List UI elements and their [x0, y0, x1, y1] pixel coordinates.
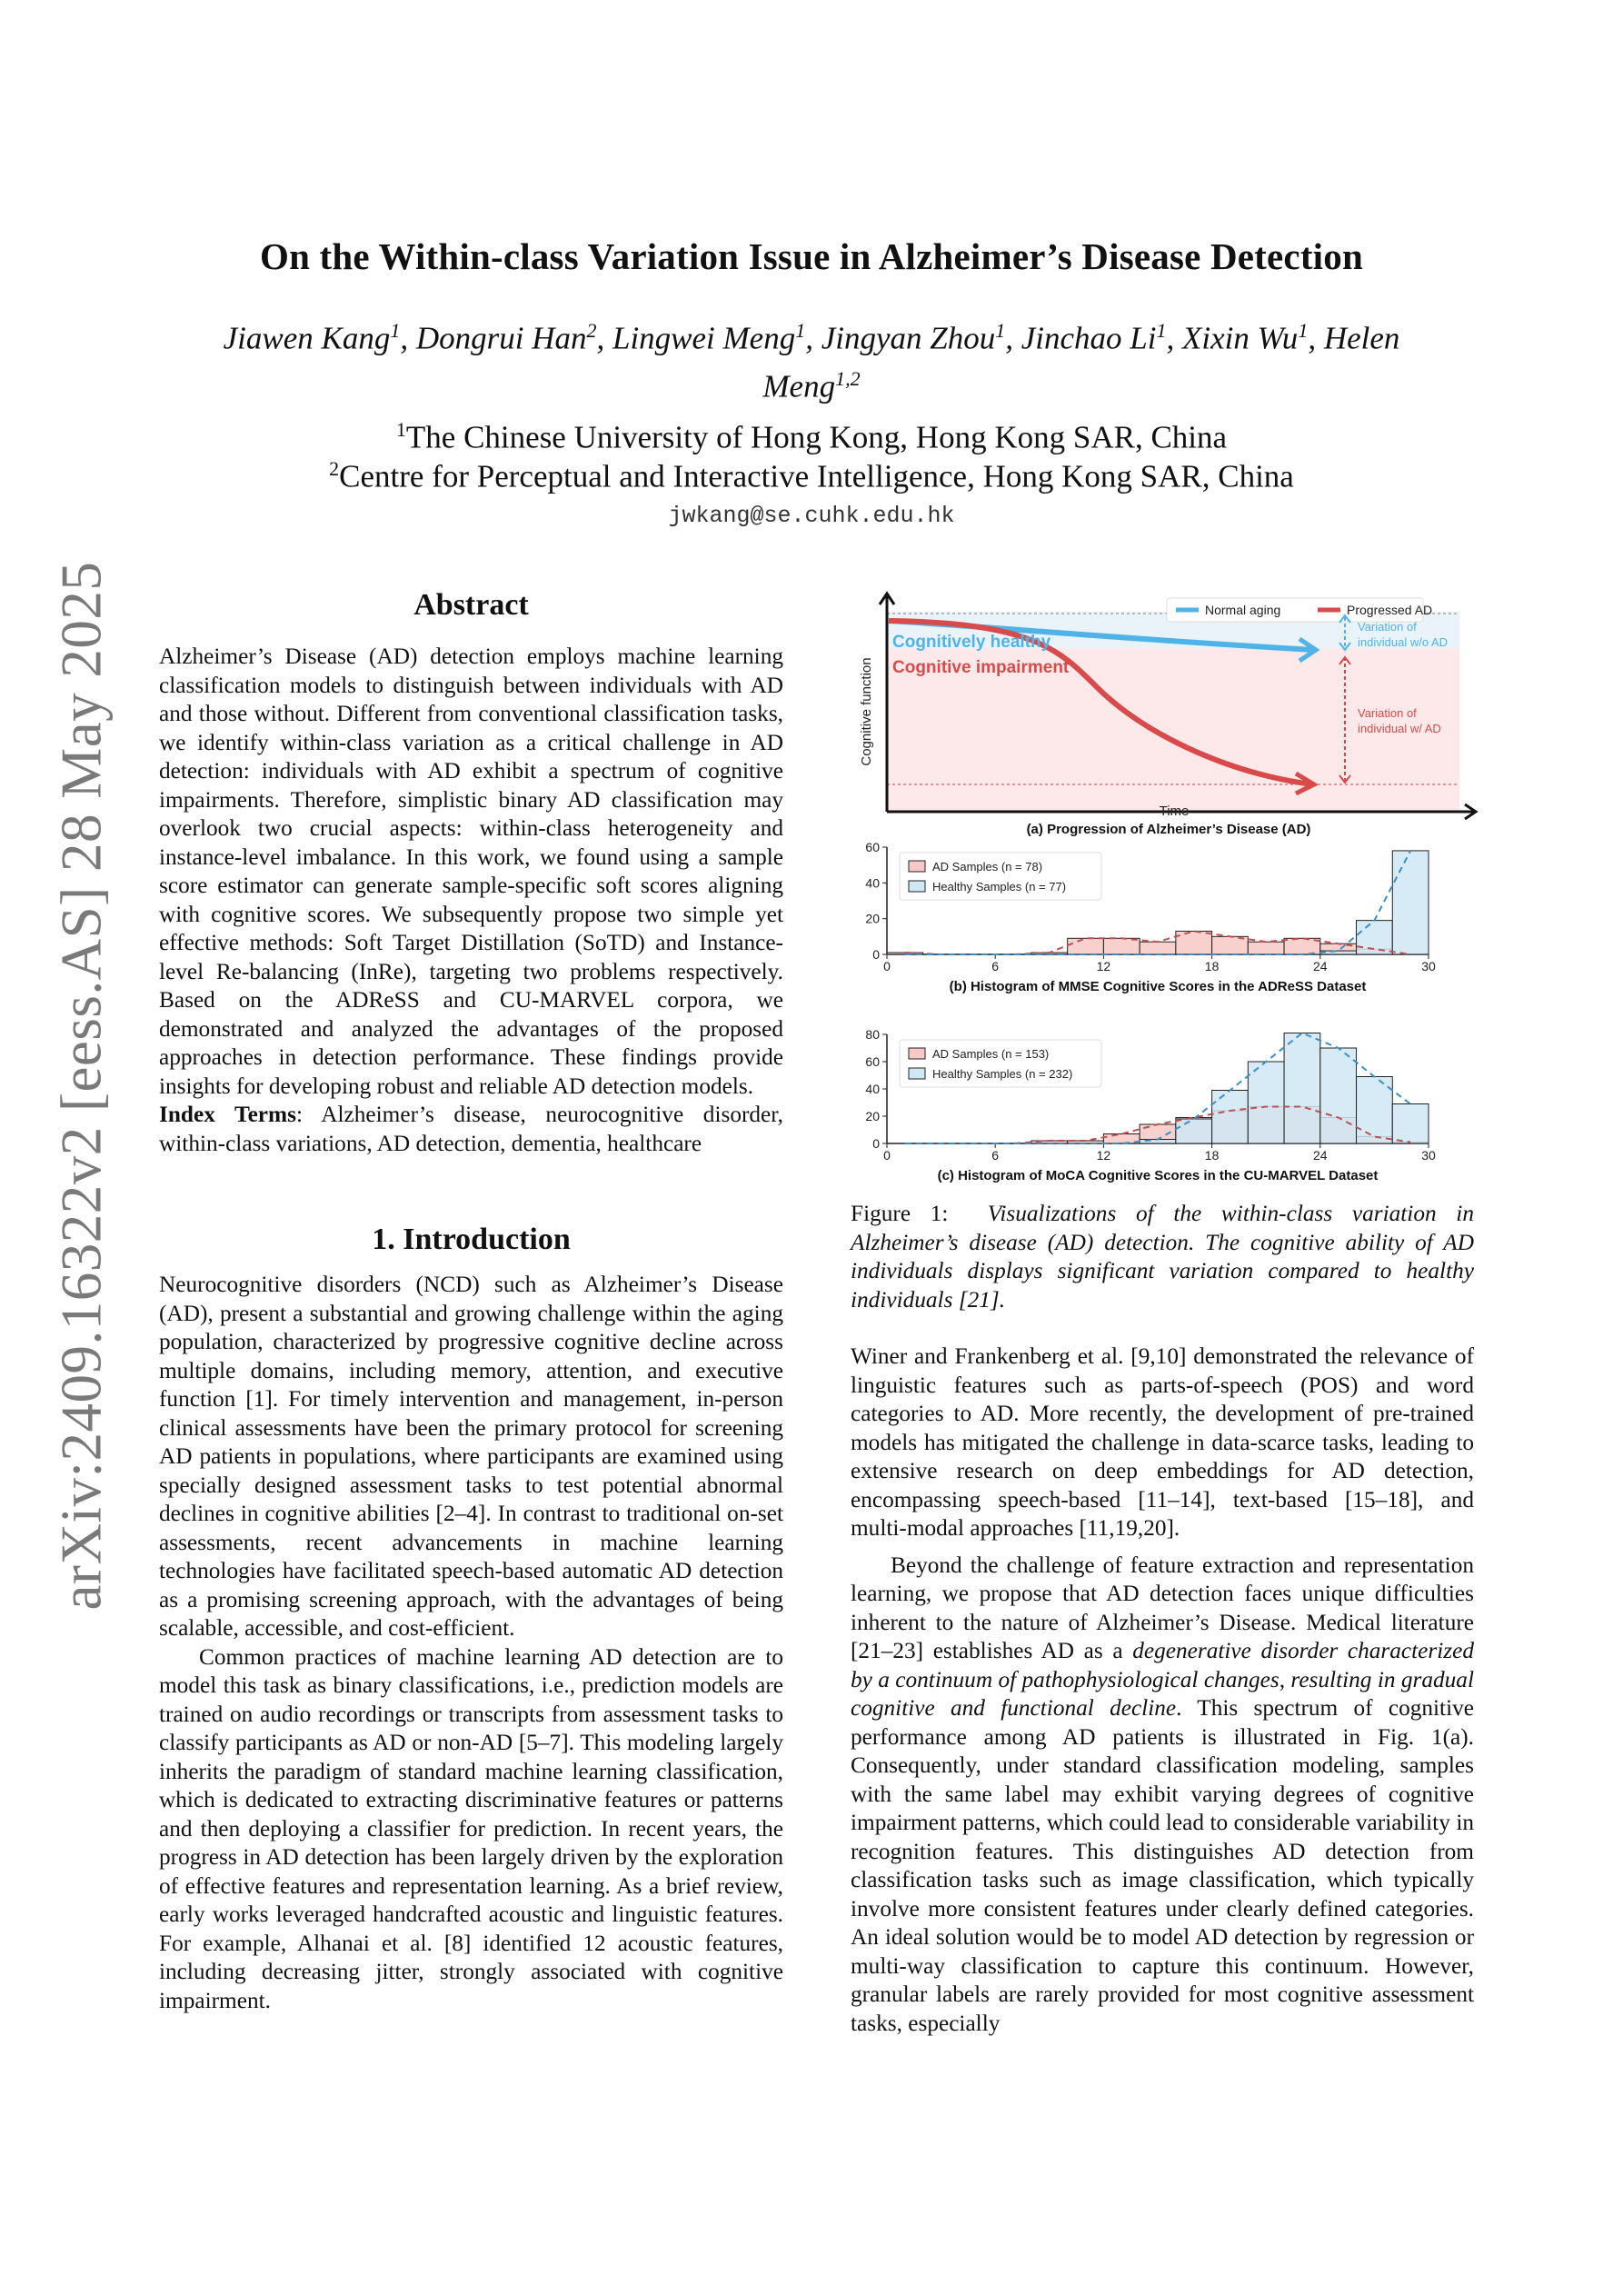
abstract-heading: Abstract	[413, 588, 529, 622]
histogram-bar	[1103, 938, 1140, 954]
legend-swatch	[909, 1068, 925, 1079]
caption-label: Figure 1:	[851, 1201, 949, 1226]
y-tick-label: 40	[865, 1082, 880, 1096]
right-paragraph-1: Winer and Frankenberg et al. [9,10] demonstrated the relevance of linguistic features such as parts-of-speech (POS) and word categories to AD. More recently, the development of pre-trained models has mitigated the challenge in data-scarce tasks, leading to extensive research on deep embeddings for AD detection, encompassing speech-based [11–14], text-based [15–18], and multi-modal approaches [11,19,20].	[851, 1343, 1474, 1541]
x-tick-label: 12	[1096, 959, 1111, 973]
legend-swatch	[909, 861, 925, 872]
histogram-bar	[1176, 1119, 1212, 1143]
x-tick-label: 18	[1204, 959, 1220, 973]
label-cognitively-healthy: Cognitively healthy	[892, 633, 1051, 652]
author-affil-mark: 1,2	[835, 366, 861, 390]
histogram-bar	[1248, 942, 1284, 954]
y-tick-label: 0	[872, 1136, 880, 1151]
arxiv-stamp: arXiv:2409.16322v2 [eess.AS] 28 May 2025	[49, 561, 114, 1611]
x-tick-label: 6	[991, 959, 1000, 973]
author-affil-mark: 1	[1156, 319, 1167, 342]
variation-w-label-2: individual w/ AD	[1358, 722, 1441, 735]
panel-c-histogram	[865, 1027, 1436, 1183]
abstract-body	[159, 643, 783, 1158]
y-tick-label: 60	[865, 1054, 880, 1069]
intro-paragraph-1: Neurocognitive disorders (NCD) such as Alzheimer’s Disease (AD), present a substantial and growing challenge within the aging population, characterized by progressive cognitive decline across multiple domains, including memory, attention, and executive function [1]. For timely intervention and management, in-person clinical assessments have been the primary protocol for screening AD patients in populations, where participants are examined using specially designed assessment tasks to test potential abnormal declines in cognitive abilities [2–4]. In contrast to traditional on-set assessments, recent advancements in machine learning technologies have facilitated speech-based automatic AD detection as a promising screening approach, with the advantages of being scalable, accessible, and cost-efficient.	[159, 1272, 783, 1641]
label-cognitive-impairment: Cognitive impairment	[892, 658, 1070, 677]
intro-heading: 1. Introduction	[372, 1223, 571, 1256]
histogram-bar	[1392, 851, 1429, 954]
right-column-body	[851, 1343, 1474, 2038]
author-name: , Jingyan Zhou	[805, 320, 996, 356]
variation-wo-label-1: Variation of	[1358, 620, 1417, 634]
y-tick-label: 0	[872, 947, 880, 962]
intro-paragraph-2: Common practices of machine learning AD detection are to model this task as binary classifications, i.e., prediction models are trained on audio recordings or transcripts from assessment tasks to classify participants as AD or non-AD [5–7]. This modeling largely inherits the paradigm of standard machine learning classification, which is dedicated to extracting discriminative features or patterns and then deploying a classifier for prediction. In recent years, the progress in AD detection has been largely driven by the exploration of effective features and representation learning. As a brief review, early works leveraged handcrafted acoustic and linguistic features. For example, Alhanai et al. [8] identified 12 acoustic features, including decreasing jitter, strongly associated with cognitive impairment.	[159, 1643, 783, 2013]
panel-a-ylabel: Cognitive function	[859, 657, 874, 766]
legend-progressed-label: Progressed AD	[1347, 603, 1433, 617]
legend-swatch	[909, 1048, 925, 1059]
panel-b-histogram	[865, 840, 1436, 994]
legend-label: Healthy Samples (n = 232)	[932, 1067, 1073, 1081]
affiliation-1: $^1$The Chinese University of Hong Kong, Hong Kong SAR, China	[395, 418, 1228, 455]
variation-w-label-1: Variation of	[1358, 706, 1417, 720]
author-name: , Lingwei Meng	[596, 320, 796, 356]
author-name: , Xixin Wu	[1166, 320, 1299, 356]
y-tick-label: 60	[865, 840, 880, 854]
variation-wo-label-2: individual w/o AD	[1358, 635, 1448, 649]
affiliation-2: $^2$Centre for Perceptual and Interactive Intelligence, Hong Kong SAR, China	[329, 457, 1294, 494]
author-affil-mark: 1	[995, 319, 1006, 342]
panel-a-subtitle: (a) Progression of Alzheimer’s Disease (AD)	[1026, 822, 1311, 837]
caption-text: Visualizations of the within-class variation in Alzheimer’s disease (AD) detection. The cognitive ability of AD individuals displays significant variation compared to healthy individuals [21].	[851, 1201, 1474, 1313]
legend-label: AD Samples (n = 153)	[932, 1047, 1050, 1061]
x-tick-label: 12	[1096, 1148, 1111, 1163]
author-name: Meng	[762, 368, 836, 404]
x-tick-label: 24	[1313, 1148, 1328, 1163]
y-tick-label: 40	[865, 875, 880, 891]
author-line-1	[136, 311, 1487, 359]
author-name: , Jinchao Li	[1005, 320, 1157, 356]
legend-label: AD Samples (n = 78)	[932, 860, 1043, 873]
author-affil-mark: 2	[586, 319, 597, 342]
right-paragraph-2: Beyond the challenge of feature extraction and representation learning, we propose that AD detection faces unique difficulties inherent to the nature of Alzheimer’s Disease. Medical literature [21–23] establishes AD as a degenerative disorder characterized by a continuum of pathophysiological changes, resulting in gradual cognitive and functional decline. This spectrum of cognitive performance among AD patients is illustrated in Fig. 1(a). Consequently, under standard classification modeling, samples with the same label may exhibit varying degrees of cognitive impairment patterns, which could lead to considerable variability in recognition features. This distinguishes AD detection from classification tasks such as image classification, which typically involve more consistent features under clearly defined categories. An ideal solution would be to model AD detection by regression or multi-way classification to capture this continuum. However, granular labels are rarely provided for most cognitive assessment tasks, especially	[851, 1552, 1474, 2036]
histogram-bar	[1068, 938, 1104, 954]
histogram-bar	[1248, 1062, 1284, 1143]
intro-body	[159, 1271, 783, 2015]
x-tick-label: 0	[883, 959, 891, 973]
histogram-title: (b) Histogram of MMSE Cognitive Scores in the ADReSS Dataset	[949, 979, 1367, 994]
y-tick-label: 20	[865, 911, 880, 926]
legend-label: Healthy Samples (n = 77)	[932, 880, 1067, 893]
histogram-bar	[1357, 1077, 1393, 1144]
panel-a-progression	[859, 594, 1476, 837]
paper-title: On the Within-class Variation Issue in Alzheimer’s Disease Detection	[260, 235, 1363, 277]
author-affil-mark: 1	[390, 319, 401, 342]
legend-normal-label: Normal aging	[1205, 603, 1281, 617]
x-tick-label: 24	[1313, 959, 1328, 973]
figure-1	[851, 586, 1487, 1195]
histogram-bar	[1140, 942, 1176, 954]
histogram-bar	[1320, 1048, 1357, 1143]
author-line-2	[136, 359, 1487, 407]
histogram-title: (c) Histogram of MoCA Cognitive Scores in the CU-MARVEL Dataset	[937, 1168, 1379, 1183]
author-affil-mark: 1	[795, 319, 806, 342]
index-terms: Index Terms: Alzheimer’s disease, neurocognitive disorder, within-class variations, AD detection, dementia, healthcare	[159, 1102, 784, 1156]
histogram-bar	[1392, 1104, 1429, 1144]
contact-email: jwkang@se.cuhk.edu.hk	[668, 503, 955, 529]
x-tick-label: 0	[883, 1148, 891, 1163]
author-name: , Dongrui Han	[400, 320, 587, 356]
x-tick-label: 6	[991, 1148, 1000, 1163]
author-name: Jiawen Kang	[223, 320, 391, 356]
histogram-bar	[1212, 1091, 1249, 1144]
y-tick-label: 80	[865, 1027, 880, 1042]
histogram-bar	[1284, 1033, 1320, 1144]
x-tick-label: 30	[1421, 1148, 1436, 1163]
author-list	[136, 311, 1487, 406]
x-tick-label: 18	[1204, 1148, 1220, 1163]
histogram-bar	[1357, 921, 1393, 954]
histogram-bar	[1176, 931, 1212, 954]
abstract-text: Alzheimer’s Disease (AD) detection employs machine learning classification models to distinguish between individuals with AD and those without. Different from conventional classification tasks, we identify within-class variation as a critical challenge in AD detection: individuals with AD exhibit a spectrum of cognitive impairments. Therefore, simplistic binary AD classification may overlook two crucial aspects: within-class heterogeneity and instance-level imbalance. In this work, we found using a sample score estimator can generate sample-specific soft scores aligning with cognitive scores. We subsequently propose two simple yet effective methods: Soft Target Distillation (SoTD) and Instance-level Re-balancing (InRe), targeting two problems respectively. Based on the ADReSS and CU-MARVEL corpora, we demonstrated and analyzed the advantages of the proposed approaches in detection performance. These findings provide insights for developing robust and reliable AD detection models.	[159, 644, 783, 1099]
y-tick-label: 20	[865, 1109, 880, 1123]
panel-a-xlabel: Time	[1159, 804, 1190, 819]
figure-caption	[851, 1200, 1474, 1314]
author-affil-mark: 1	[1298, 319, 1309, 342]
legend-swatch	[909, 881, 925, 892]
author-name: , Helen	[1308, 320, 1400, 356]
x-tick-label: 30	[1421, 959, 1436, 973]
